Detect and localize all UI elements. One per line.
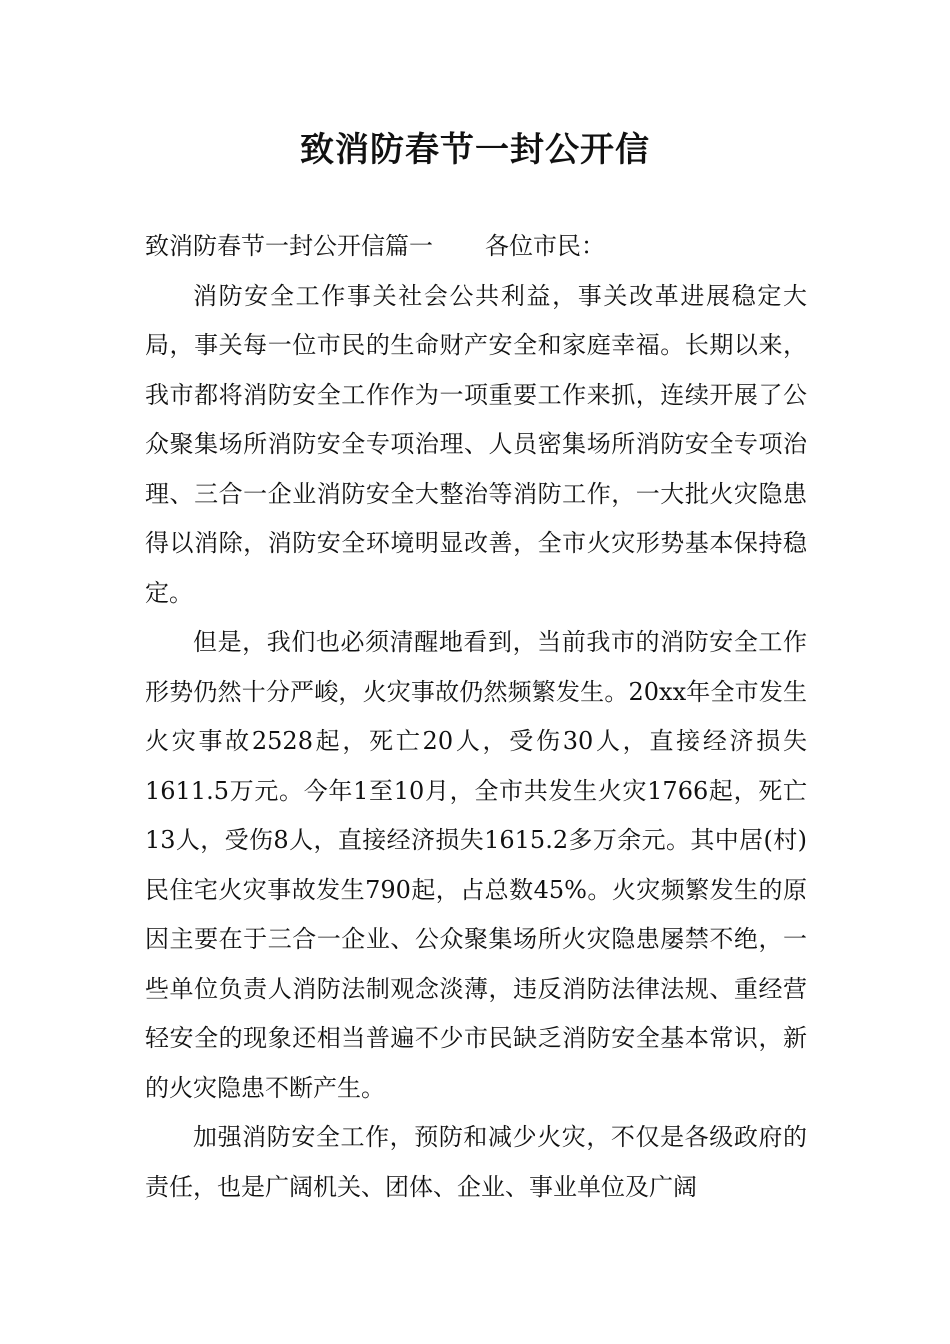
document-title: 致消防春节一封公开信 <box>300 130 650 170</box>
salutation: 各位市民： <box>485 232 605 260</box>
section-heading: 致消防春节一封公开信篇一 <box>145 232 433 260</box>
intro-line <box>145 222 807 272</box>
paragraph-2: 但是，我们也必须清醒地看到，当前我市的消防安全工作形势仍然十分严峻，火灾事故仍然频繁发生。20xx年全市发生火灾事故2528起，死亡20人，受伤30人，直接经济损失1611.5万元。今年1至10月，全市共发生火灾1766起，死亡13人，受伤8人，直接经济损失1615.2多万余元。其中居(村)民住宅火灾事故发生790起，占总数45%。火灾频繁发生的原因主要在于三合一企业、公众聚集场所火灾隐患屡禁不绝，一些单位负责人消防法制观念淡薄，违反消防法律法规、重经营轻安全的现象还相当普遍不少市民缺乏消防安全基本常识，新的火灾隐患不断产生。 <box>145 628 807 1102</box>
document-body <box>145 222 807 1212</box>
paragraph-3: 加强消防安全工作，预防和减少火灾，不仅是各级政府的责任，也是广阔机关、团体、企业、事业单位及广阔 <box>145 1123 807 1201</box>
paragraph-1: 消防安全工作事关社会公共利益，事关改革进展稳定大局，事关每一位市民的生命财产安全和家庭幸福。长期以来，我市都将消防安全工作作为一项重要工作来抓，连续开展了公众聚集场所消防安全专项治理、人员密集场所消防安全专项治理、三合一企业消防安全大整治等消防工作，一大批火灾隐患得以消除，消防安全环境明显改善，全市火灾形势基本保持稳定。 <box>145 281 807 607</box>
